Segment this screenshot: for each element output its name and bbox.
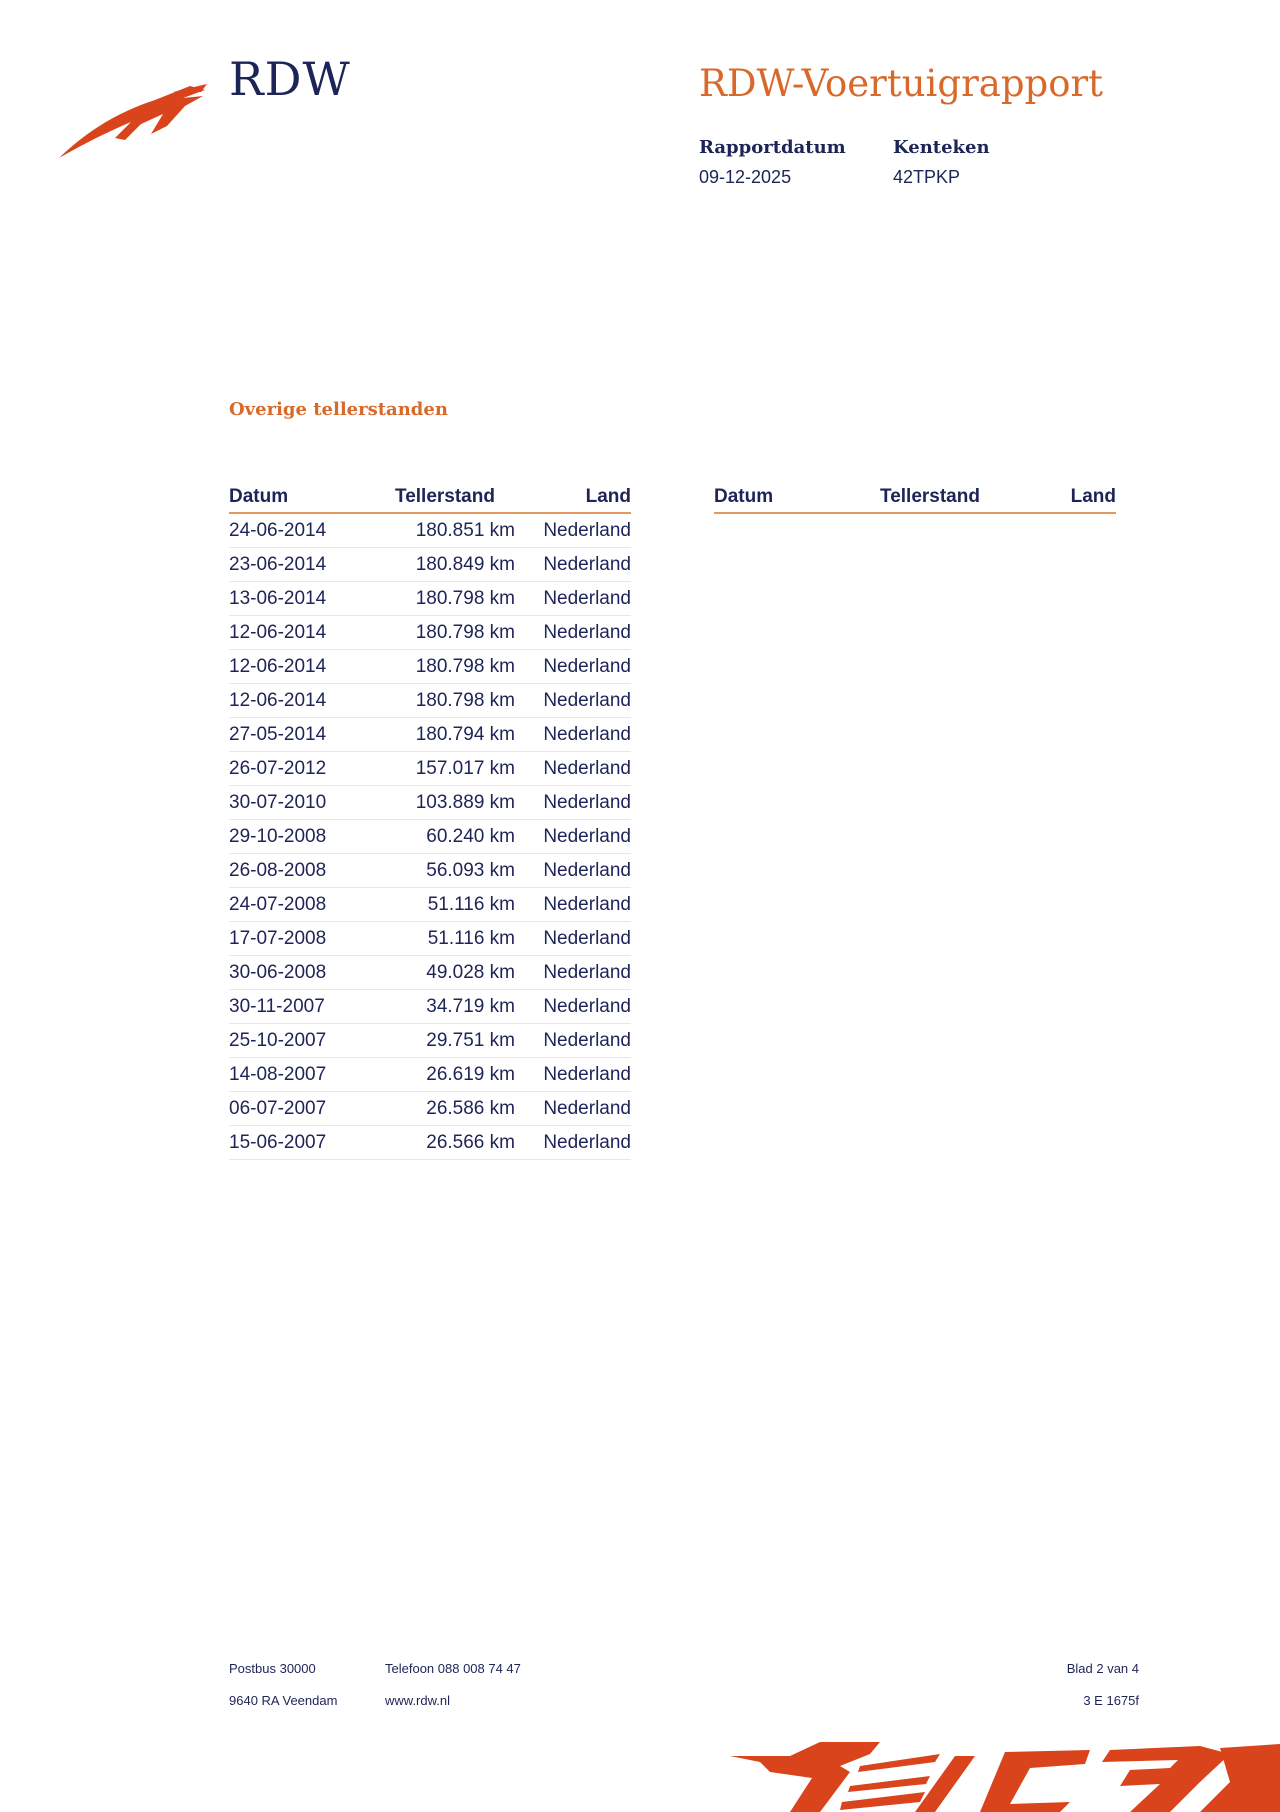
brand-name: RDW: [229, 52, 351, 106]
cell-country: Nederland: [519, 820, 631, 854]
table-row: [229, 990, 631, 1024]
report-date-label: Rapportdatum: [699, 137, 846, 158]
cell-country: Nederland: [519, 718, 631, 752]
table-row: [229, 548, 631, 582]
footer-code: 3 E 1675f: [1083, 1693, 1139, 1708]
cell-country: Nederland: [519, 1126, 631, 1160]
report-date-value: 09-12-2025: [699, 167, 792, 187]
cell-date: 29-10-2008: [229, 820, 374, 854]
plate-block: [893, 137, 990, 188]
cell-country: Nederland: [519, 990, 631, 1024]
cell-odometer: 51.116 km: [374, 922, 519, 956]
plate-value: 42TPKP: [893, 167, 961, 187]
footer-website[interactable]: www.rdw.nl: [385, 1693, 451, 1708]
column-header-odometer: Tellerstand: [859, 484, 1004, 513]
cell-date: 12-06-2014: [229, 650, 374, 684]
cell-country: Nederland: [519, 513, 631, 548]
table-row: [229, 786, 631, 820]
cell-odometer: 51.116 km: [374, 888, 519, 922]
cell-odometer: 60.240 km: [374, 820, 519, 854]
footer-address-line2: 9640 RA Veendam: [229, 1693, 338, 1708]
table-row: [229, 718, 631, 752]
cell-country: Nederland: [519, 582, 631, 616]
cell-country: Nederland: [519, 1058, 631, 1092]
cell-date: 14-08-2007: [229, 1058, 374, 1092]
cell-odometer: 180.794 km: [374, 718, 519, 752]
cell-date: 13-06-2014: [229, 582, 374, 616]
column-header-country: Land: [519, 484, 631, 513]
section-title: Overige tellerstanden: [229, 399, 448, 420]
cell-date: 15-06-2007: [229, 1126, 374, 1160]
cell-date: 17-07-2008: [229, 922, 374, 956]
table-header-row: [714, 484, 1116, 513]
cell-odometer: 34.719 km: [374, 990, 519, 1024]
table-row: [229, 1058, 631, 1092]
table-row: [229, 888, 631, 922]
cell-date: 30-07-2010: [229, 786, 374, 820]
cell-odometer: 180.851 km: [374, 513, 519, 548]
cell-odometer: 26.586 km: [374, 1092, 519, 1126]
footer-phone: Telefoon 088 008 74 47: [385, 1661, 521, 1676]
cell-odometer: 157.017 km: [374, 752, 519, 786]
cell-country: Nederland: [519, 888, 631, 922]
table-header-row: [229, 484, 631, 513]
table-row: [229, 616, 631, 650]
cell-odometer: 49.028 km: [374, 956, 519, 990]
cell-date: 12-06-2014: [229, 616, 374, 650]
cell-country: Nederland: [519, 548, 631, 582]
cell-odometer: 56.093 km: [374, 854, 519, 888]
table-row: [229, 854, 631, 888]
table-row: [229, 1092, 631, 1126]
report-title: RDW-Voertuigrapport: [699, 62, 1104, 105]
cell-country: Nederland: [519, 1092, 631, 1126]
odometer-table-left: [229, 484, 631, 1160]
column-header-country: Land: [1004, 484, 1116, 513]
table-row: [229, 513, 631, 548]
cell-country: Nederland: [519, 650, 631, 684]
table-row: [229, 922, 631, 956]
cell-odometer: 26.619 km: [374, 1058, 519, 1092]
cell-odometer: 180.798 km: [374, 582, 519, 616]
cell-odometer: 180.798 km: [374, 650, 519, 684]
cell-country: Nederland: [519, 854, 631, 888]
column-header-date: Datum: [229, 484, 374, 513]
table-row: [229, 684, 631, 718]
cell-country: Nederland: [519, 1024, 631, 1058]
cell-date: 26-08-2008: [229, 854, 374, 888]
cell-odometer: 103.889 km: [374, 786, 519, 820]
cell-country: Nederland: [519, 786, 631, 820]
footer-page-number: Blad 2 van 4: [1066, 1661, 1139, 1676]
footer-decoration-graphic: [730, 1742, 1280, 1812]
table-row: [229, 582, 631, 616]
column-header-date: Datum: [714, 484, 859, 513]
cell-date: 23-06-2014: [229, 548, 374, 582]
cell-country: Nederland: [519, 684, 631, 718]
cell-country: Nederland: [519, 752, 631, 786]
cell-country: Nederland: [519, 922, 631, 956]
cell-date: 30-11-2007: [229, 990, 374, 1024]
cell-date: 26-07-2012: [229, 752, 374, 786]
report-date-block: [699, 137, 846, 188]
footer-address-line1: Postbus 30000: [229, 1661, 316, 1676]
table-row: [229, 956, 631, 990]
cell-date: 12-06-2014: [229, 684, 374, 718]
cell-country: Nederland: [519, 956, 631, 990]
column-header-odometer: Tellerstand: [374, 484, 519, 513]
table-row: [229, 1126, 631, 1160]
cell-odometer: 180.849 km: [374, 548, 519, 582]
cell-date: 24-07-2008: [229, 888, 374, 922]
table-row: [229, 650, 631, 684]
cell-date: 30-06-2008: [229, 956, 374, 990]
odometer-table-right: [714, 484, 1116, 514]
cell-date: 25-10-2007: [229, 1024, 374, 1058]
cell-odometer: 180.798 km: [374, 616, 519, 650]
cell-date: 06-07-2007: [229, 1092, 374, 1126]
cell-odometer: 29.751 km: [374, 1024, 519, 1058]
cell-odometer: 180.798 km: [374, 684, 519, 718]
table-row: [229, 820, 631, 854]
plate-label: Kenteken: [893, 137, 990, 158]
table-row: [229, 1024, 631, 1058]
table-row: [229, 752, 631, 786]
cell-odometer: 26.566 km: [374, 1126, 519, 1160]
cell-date: 27-05-2014: [229, 718, 374, 752]
cell-date: 24-06-2014: [229, 513, 374, 548]
cell-country: Nederland: [519, 616, 631, 650]
rdw-logo-icon: [55, 78, 215, 164]
